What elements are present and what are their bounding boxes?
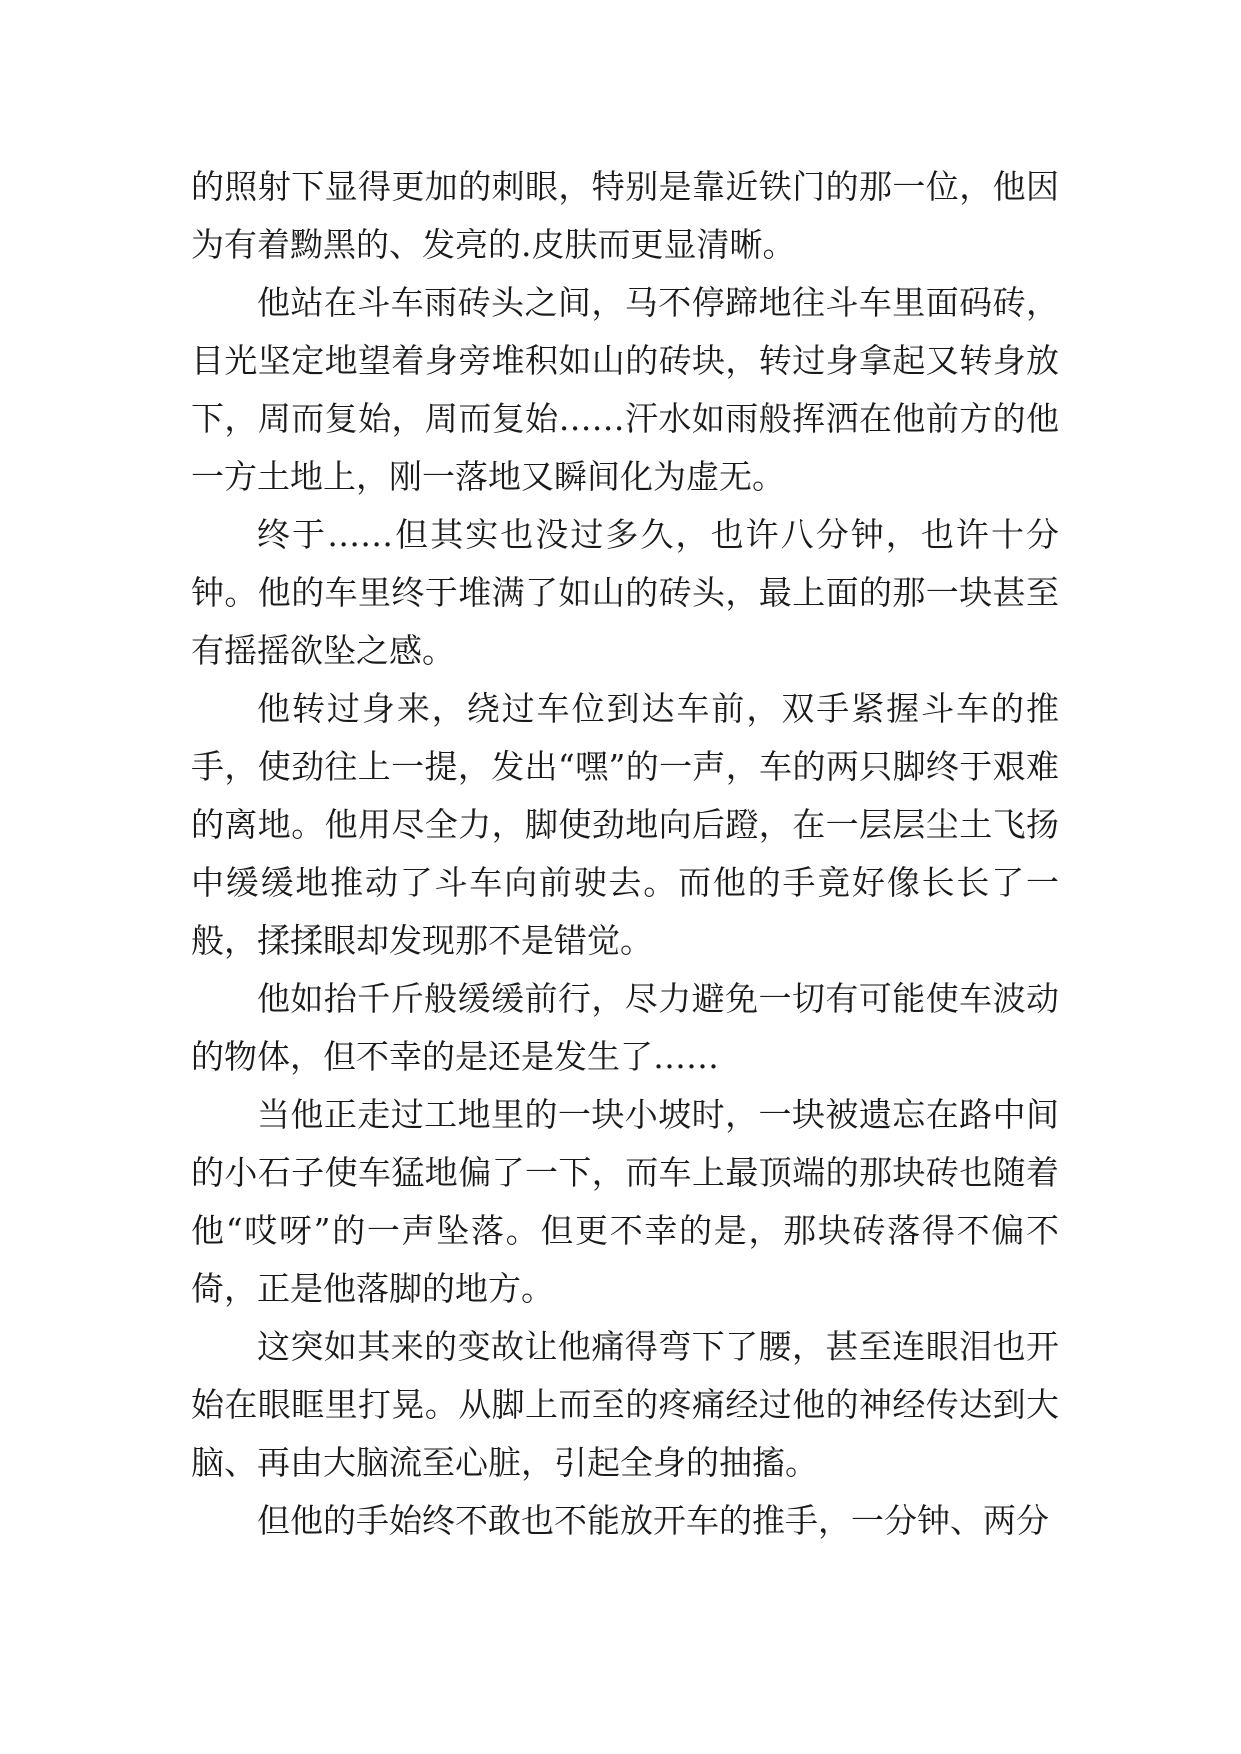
paragraph: 他如抬千斤般缓缓前行，尽力避免一切有可能使车波动的物体，但不幸的是还是发生了…… xyxy=(191,979,1059,1076)
paragraph-continued: 的照射下显得更加的刺眼，特别是靠近铁门的那一位，他因为有着黝黑的、发亮的.皮肤而更显清晰。 xyxy=(191,167,1059,264)
paragraph: 这突如其来的变故让他痛得弯下了腰，甚至连眼泪也开始在眼眶里打晃。从脚上而至的疼痛经过他的神经传达到大脑、再由大脑流至心脏，引起全身的抽搐。 xyxy=(191,1327,1059,1482)
paragraph: 当他正走过工地里的一块小坡时，一块被遗忘在路中间的小石子使车猛地偏了一下，而车上最顶端的那块砖也随着他“哎呀”的一声坠落。但更不幸的是，那块砖落得不偏不倚，正是他落脚的地方。 xyxy=(191,1095,1059,1308)
document-body xyxy=(191,158,1059,1550)
paragraph: 他站在斗车雨砖头之间，马不停蹄地往斗车里面码砖，目光坚定地望着身旁堆积如山的砖块，转过身拿起又转身放下，周而复始，周而复始……汗水如雨般挥洒在他前方的他一方土地上，刚一落地又瞬间化为虚无。 xyxy=(191,283,1059,496)
paragraph: 但他的手始终不敢也不能放开车的推手，一分钟、两分 xyxy=(257,1501,1049,1540)
paragraph: 他转过身来，绕过车位到达车前，双手紧握斗车的推手，使劲往上一提，发出“嘿”的一声，车的两只脚终于艰难的离地。他用尽全力，脚使劲地向后蹬，在一层层尘土飞扬中缓缓地推动了斗车向前驶去。而他的手竟好像长长了一般，揉揉眼却发现那不是错觉。 xyxy=(191,689,1059,960)
paragraph: 终于……但其实也没过多久，也许八分钟，也许十分钟。他的车里终于堆满了如山的砖头，最上面的那一块甚至有摇摇欲坠之感。 xyxy=(191,515,1059,670)
